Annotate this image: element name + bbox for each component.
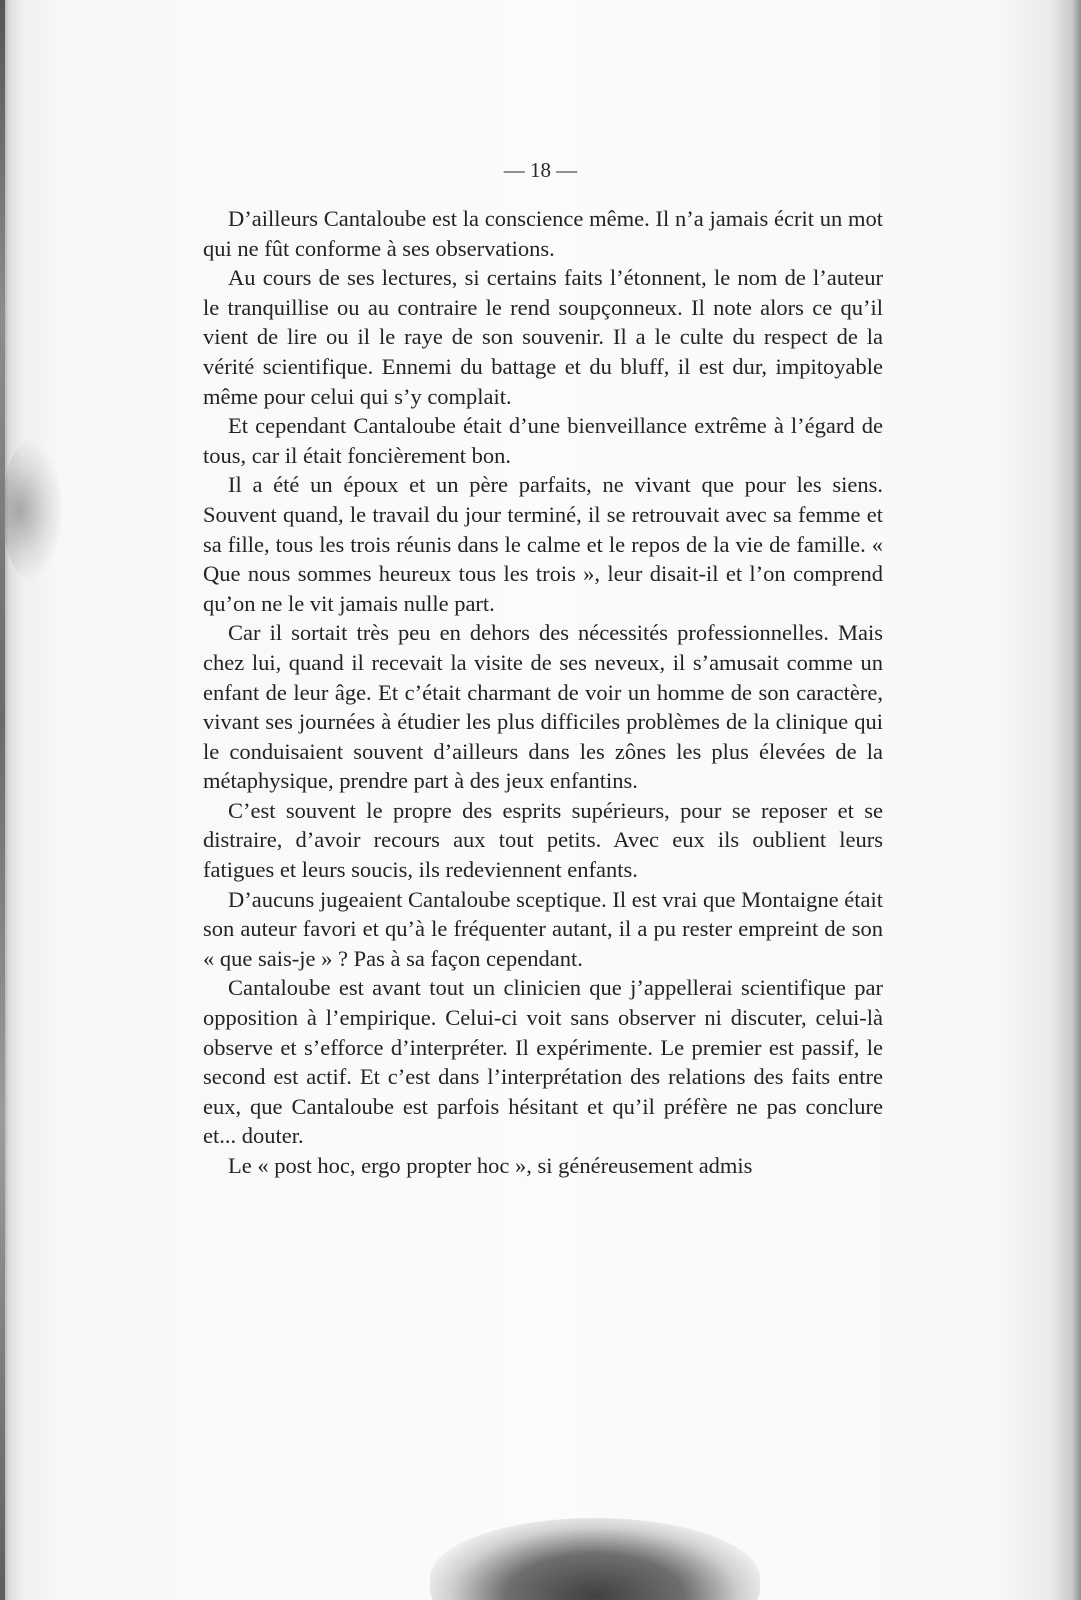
paragraph: C’est souvent le propre des esprits supérieurs, pour se reposer et se distraire, d’avoir recours aux tout petits. Avec eux ils oublient leurs fatigues et leurs soucis, ils redeviennent enfants. <box>203 797 883 883</box>
paragraph: Cantaloube est avant tout un clinicien que j’appellerai scientifique par opposition à l’empirique. Celui-ci voit sans observer ni discuter, celui-là observe et s’efforce d’interpréter. Il expérimente. Le premier est passif, le second est actif. Et c’est dans l’interprétation des relations des faits entre eux, que Cantaloube est parfois hésitant et qu’il préfère ne pas conclure et... douter. <box>203 975 883 1149</box>
paragraph: Et cependant Cantaloube était d’une bienveillance extrême à l’égard de tous, car il était foncièrement bon. <box>203 413 883 468</box>
paragraph: D’ailleurs Cantaloube est la conscience même. Il n’a jamais écrit un mot qui ne fût conforme à ses observations. <box>203 206 883 261</box>
paragraph: Il a été un époux et un père parfaits, ne vivant que pour les siens. Souvent quand, le travail du jour terminé, il se retrouvait avec sa femme et sa fille, tous les trois réunis dans le calme et le repos de la vie de famille. « Que nous sommes heureux tous les trois », leur disait-il et l’on comprend qu’on ne le vit jamais nulle part. <box>203 472 883 616</box>
paragraph: Car il sortait très peu en dehors des nécessités professionnelles. Mais chez lui, quand il recevait la visite de ses neveux, il s’amusait comme un enfant de leur âge. Et c’était charmant de voir un homme de son caractère, vivant ses journées à étudier les plus difficiles problèmes de la clinique qui le conduisaient souvent d’ailleurs dans les zônes les plus élevées de la métaphysique, prendre part à des jeux enfantins. <box>203 620 883 794</box>
body-text <box>203 204 883 1181</box>
ink-stain <box>430 1518 760 1600</box>
margin-stain <box>2 440 62 580</box>
page-number: — 18 — <box>503 158 578 182</box>
paragraph: Le « post hoc, ergo propter hoc », si généreusement admis <box>228 1153 753 1178</box>
paragraph: D’aucuns jugeaient Cantaloube sceptique. Il est vrai que Montaigne était son auteur favori et qu’à le fréquenter autant, il a pu rester empreint de son « que sais-je » ? Pas à sa façon cependant. <box>203 886 883 971</box>
page-edge-shadow <box>1051 0 1081 1600</box>
paragraph: Au cours de ses lectures, si certains faits l’étonnent, le nom de l’auteur le tranquillise ou au contraire le rend soupçonneux. Il note alors ce qu’il vient de lire ou il le raye de son souvenir. Il a le culte du respect de la vérité scientifique. Ennemi du battage et du bluff, il est dur, impitoyable même pour celui qui s’y complait. <box>203 265 883 409</box>
binding-edge-shadow <box>0 0 5 1600</box>
